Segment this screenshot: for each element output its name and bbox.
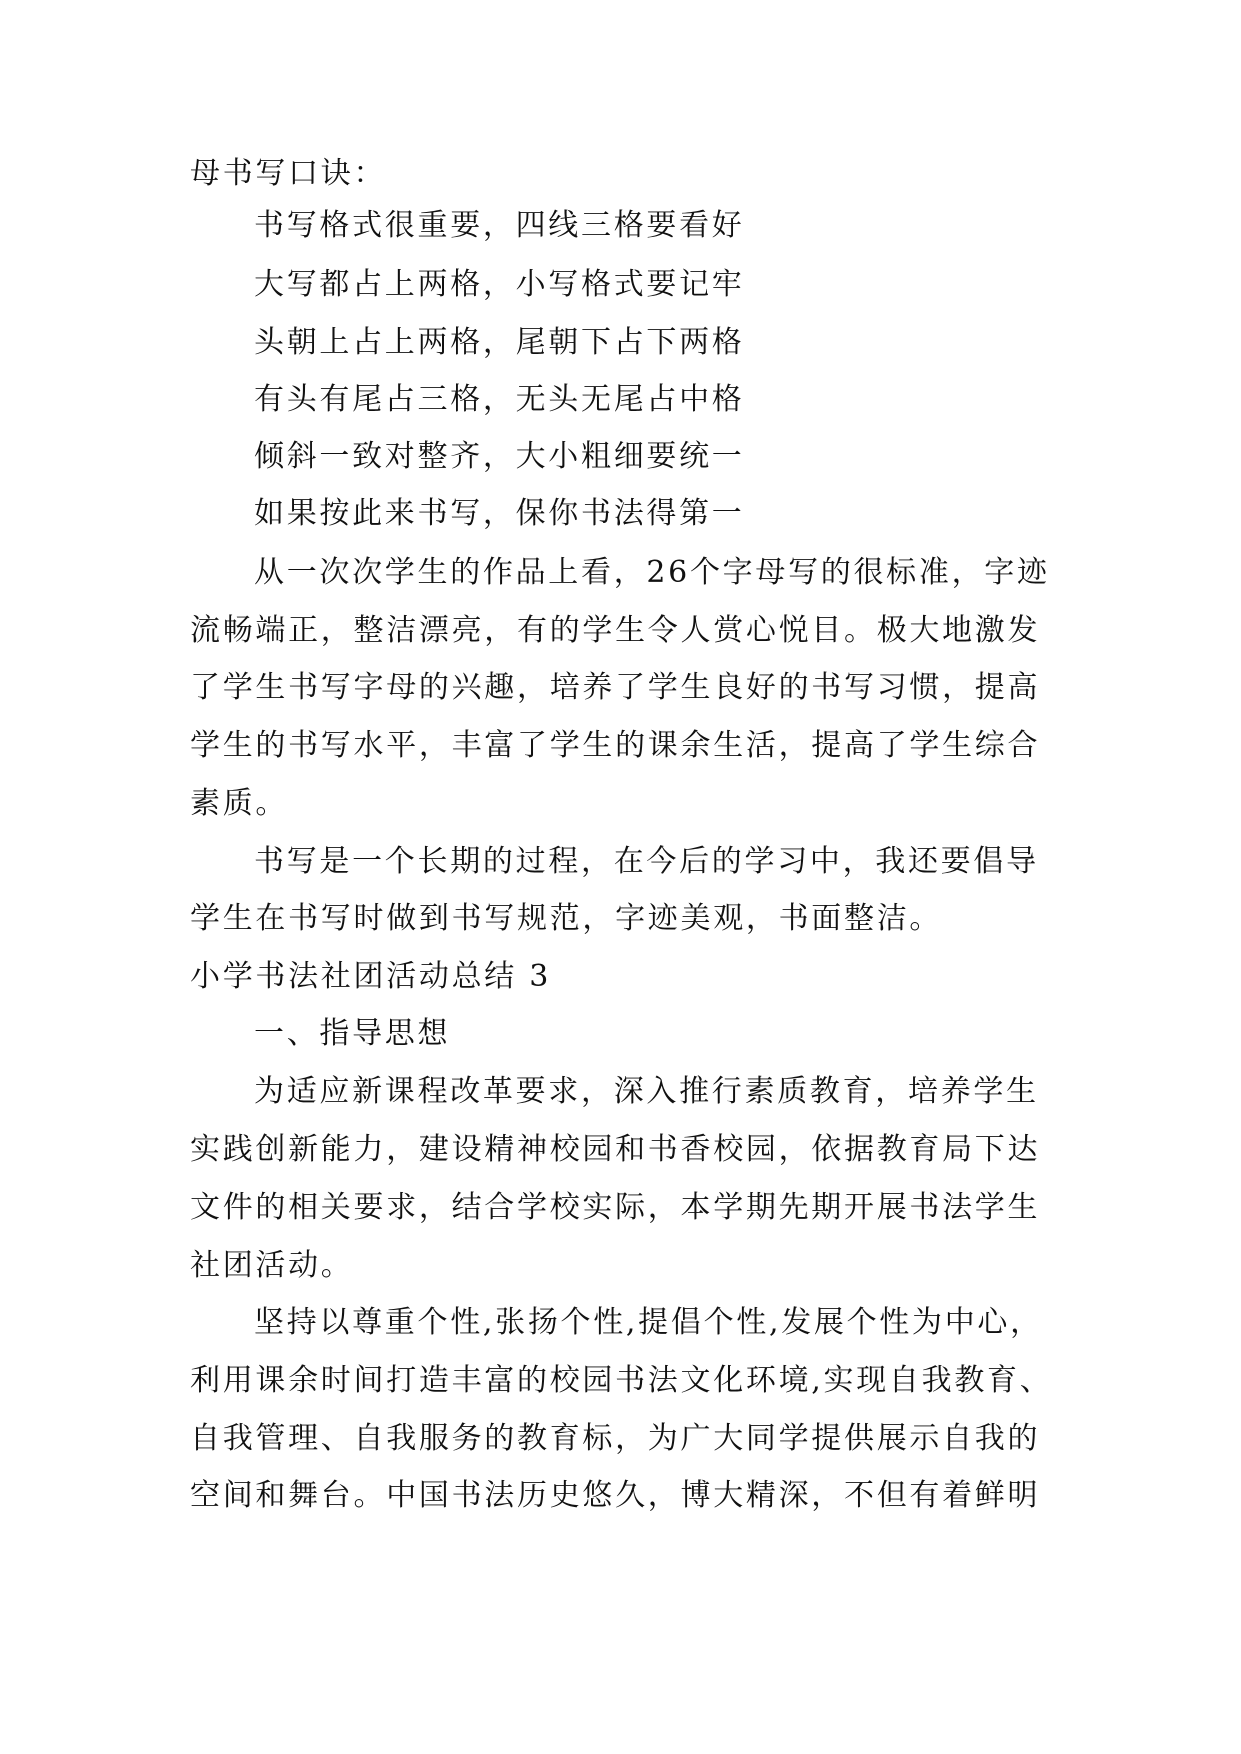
text-line: 自我管理、自我服务的教育标，为广大同学提供展示自我的: [190, 1421, 1041, 1456]
text-line: 空间和舞台。中国书法历史悠久，博大精深，不但有着鲜明: [190, 1478, 1041, 1513]
text-line: 社团活动。: [190, 1248, 354, 1283]
text-line: 文件的相关要求，结合学校实际，本学期先期开展书法学生: [190, 1190, 1041, 1225]
section-heading: 小学书法社团活动总结 3: [190, 959, 552, 994]
text-line: 了学生书写字母的兴趣，培养了学生良好的书写习惯，提高: [190, 670, 1041, 705]
text-line: 坚持以尊重个性,张扬个性,提倡个性,发展个性为中心，: [254, 1305, 1043, 1340]
text-line: 从一次次学生的作品上看，26个字母写的很标准，字迹: [254, 555, 1050, 590]
text-line: 有头有尾占三格，无头无尾占中格: [254, 382, 745, 417]
text-line: 素质。: [190, 786, 289, 821]
text-line: 实践创新能力，建设精神校园和书香校园，依据教育局下达: [190, 1132, 1041, 1167]
text-line: 倾斜一致对整齐，大小粗细要统一: [254, 439, 745, 474]
text-line: 学生的书写水平，丰富了学生的课余生活，提高了学生综合: [190, 728, 1041, 763]
text-line: 如果按此来书写，保你书法得第一: [254, 496, 745, 531]
text-line: 大写都占上两格，小写格式要记牢: [254, 267, 745, 302]
text-line: 书写是一个长期的过程，在今后的学习中，我还要倡导: [254, 844, 1039, 879]
subsection-heading: 一、指导思想: [254, 1016, 451, 1051]
text-line: 利用课余时间打造丰富的校园书法文化环境,实现自我教育、: [190, 1363, 1053, 1398]
text-line: 学生在书写时做到书写规范，字迹美观，书面整洁。: [190, 901, 943, 936]
text-line: 为适应新课程改革要求，深入推行素质教育，培养学生: [254, 1074, 1039, 1109]
text-line: 书写格式很重要，四线三格要看好: [254, 208, 745, 243]
text-line: 流畅端正，整洁漂亮，有的学生令人赏心悦目。极大地激发: [190, 613, 1041, 648]
text-line: 母书写口诀：: [190, 156, 387, 191]
text-line: 头朝上占上两格，尾朝下占下两格: [254, 325, 745, 360]
